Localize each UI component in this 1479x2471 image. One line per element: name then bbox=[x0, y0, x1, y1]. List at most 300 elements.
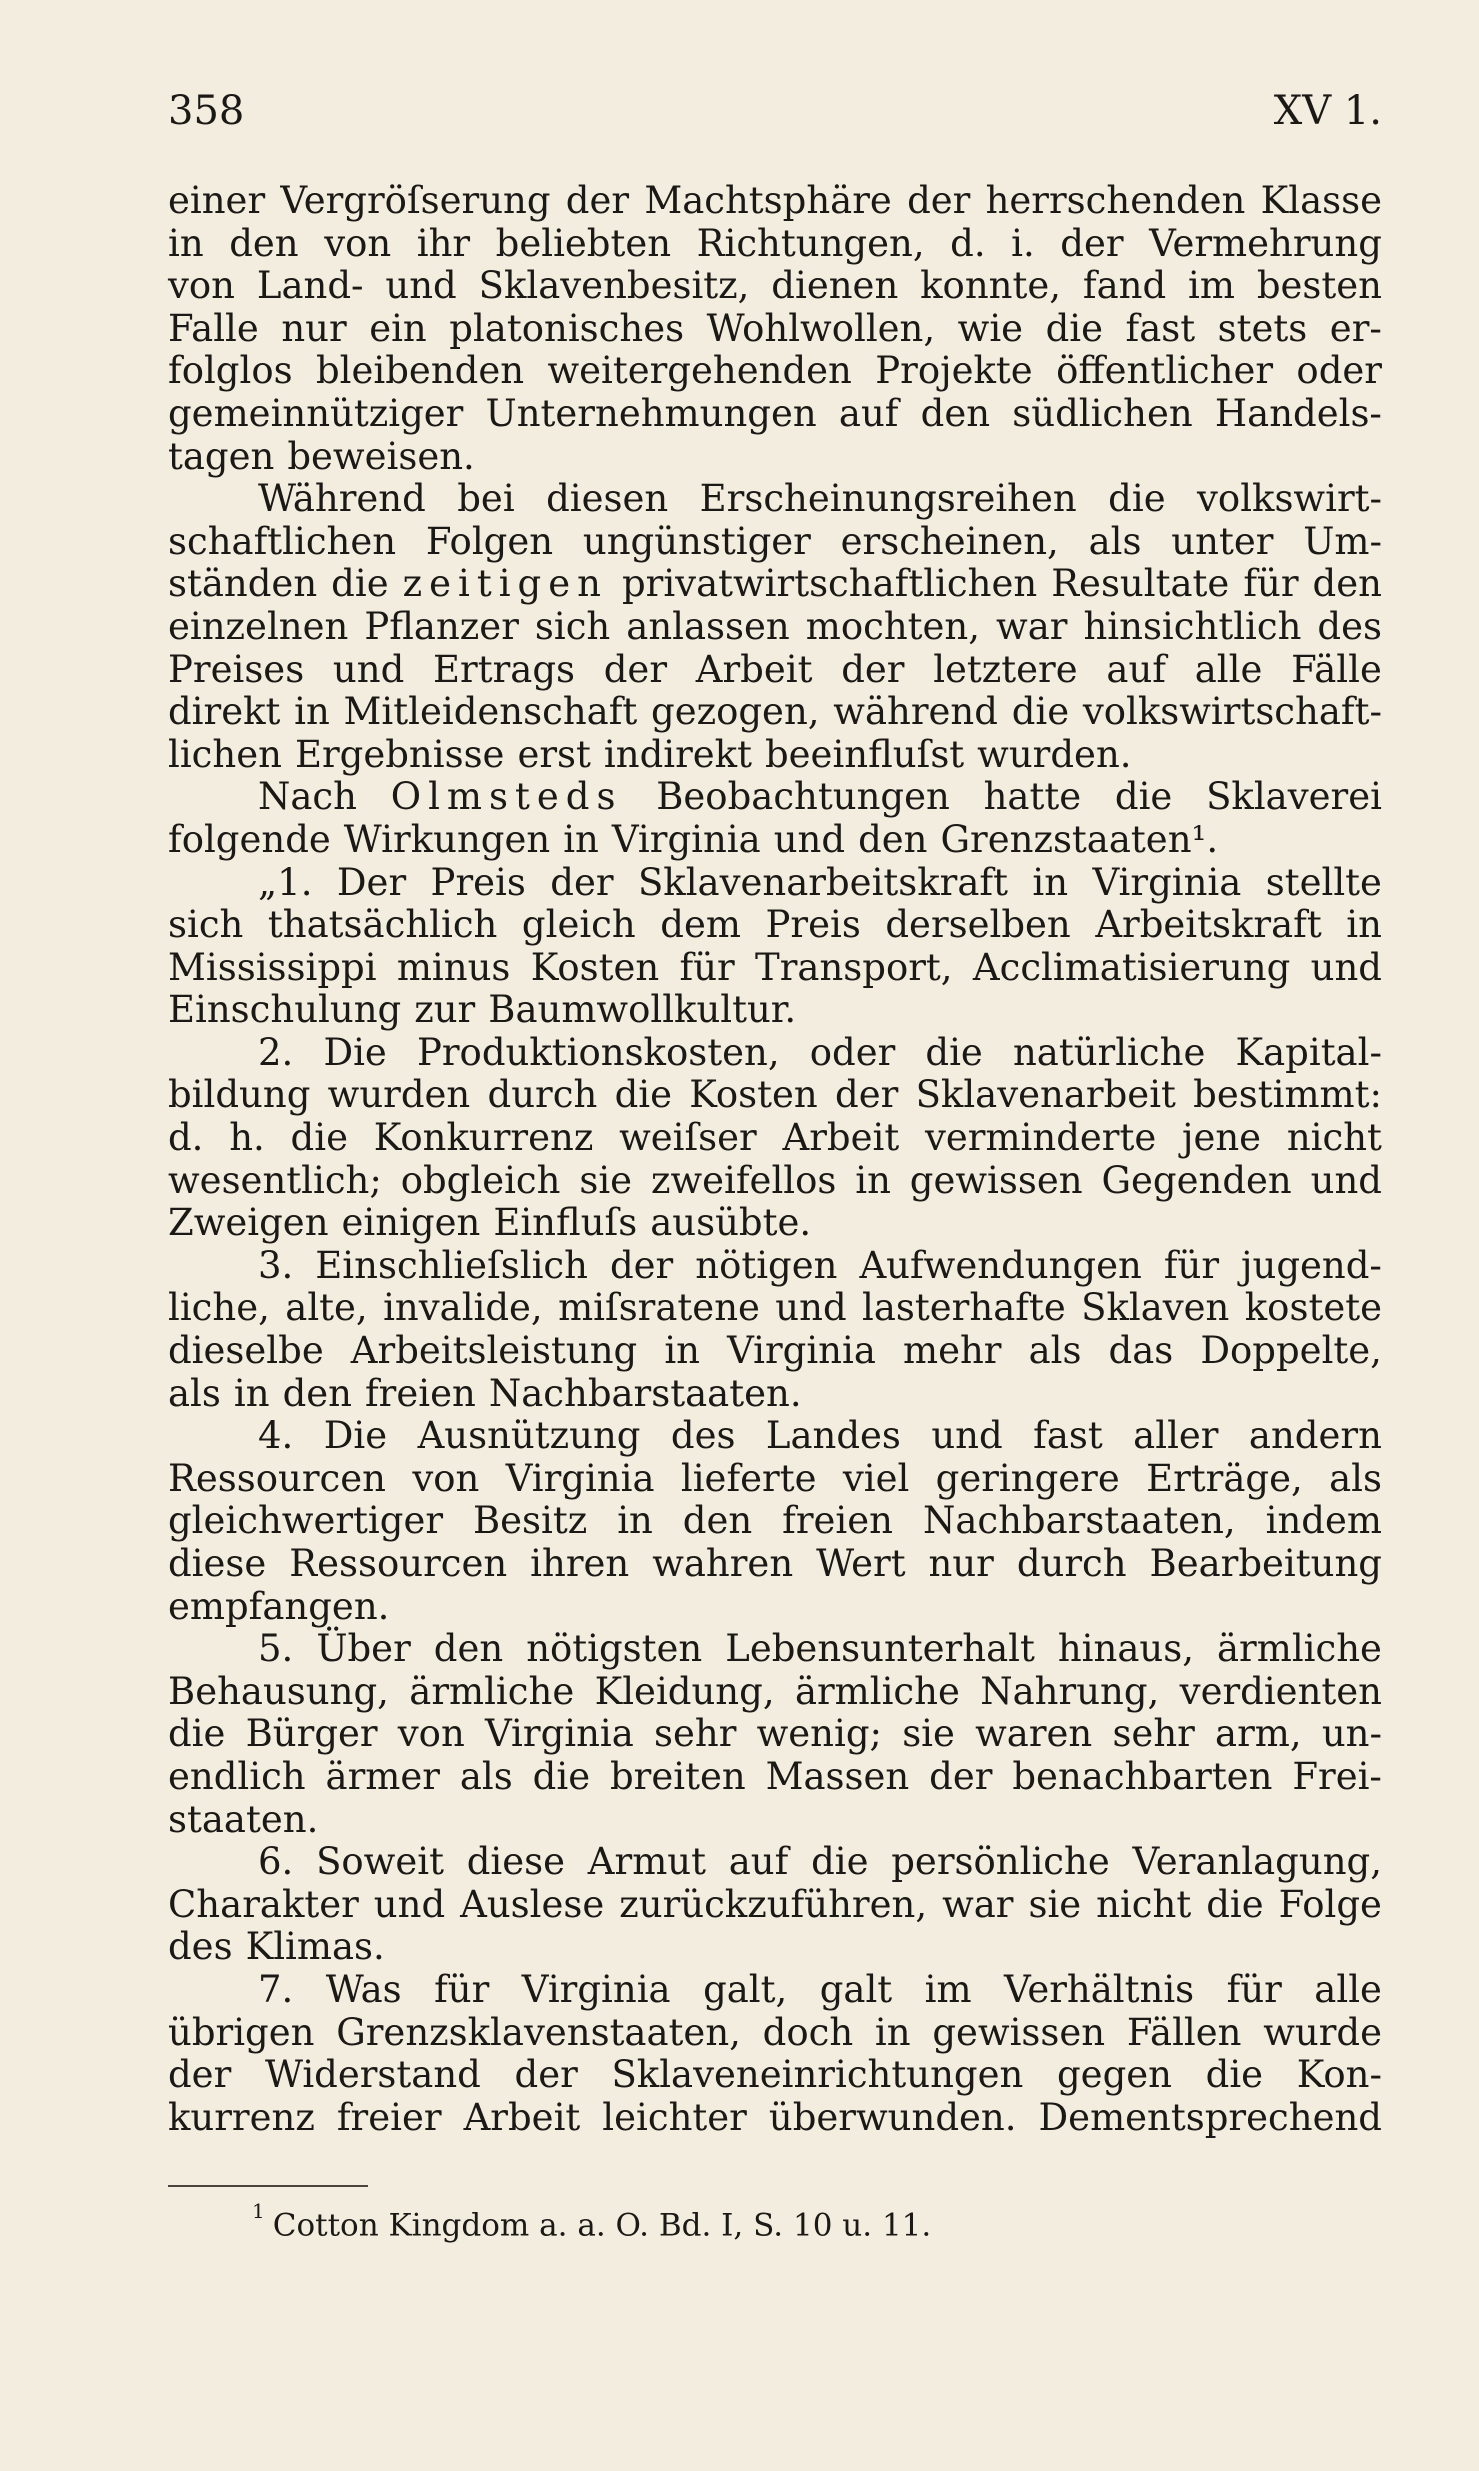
word: verdienten bbox=[1179, 1669, 1382, 1713]
word: gleich bbox=[521, 903, 636, 947]
word: auf bbox=[728, 1840, 789, 1884]
word: geringere bbox=[935, 1456, 1120, 1500]
word: diese bbox=[168, 1542, 267, 1585]
text-line bbox=[168, 180, 1382, 223]
word: Einschulung bbox=[168, 988, 402, 1032]
word: für bbox=[1243, 562, 1299, 606]
word: sie bbox=[579, 1158, 633, 1202]
word: aller bbox=[1133, 1414, 1219, 1458]
word: Verhältnis bbox=[1004, 1967, 1195, 2011]
word: auf bbox=[838, 391, 899, 435]
text-line bbox=[168, 989, 1382, 1032]
word: Preis bbox=[765, 903, 861, 947]
word: fast bbox=[1125, 306, 1196, 350]
text-line bbox=[168, 1628, 1382, 1671]
word: Um- bbox=[1303, 519, 1382, 563]
word: ihr bbox=[416, 221, 471, 265]
text-line bbox=[168, 1884, 1382, 1927]
word: fast bbox=[1033, 1414, 1103, 1458]
word: Arbeit bbox=[463, 2095, 581, 2139]
text-line bbox=[168, 265, 1382, 308]
word: Ressourcen bbox=[289, 1542, 508, 1585]
text-line bbox=[168, 1969, 1382, 2012]
word: er- bbox=[1329, 306, 1382, 350]
word: Virginia bbox=[505, 1456, 655, 1500]
word: die bbox=[1206, 1882, 1264, 1926]
word: Ertrags bbox=[433, 647, 575, 691]
text-line bbox=[168, 1500, 1382, 1543]
word: Frei- bbox=[1292, 1754, 1382, 1798]
word: Landes bbox=[765, 1414, 901, 1458]
word: Die bbox=[323, 1030, 387, 1074]
page-number: 358 bbox=[168, 88, 245, 134]
word: Massen bbox=[765, 1754, 910, 1798]
text-line bbox=[168, 691, 1382, 734]
word: d. bbox=[950, 221, 986, 265]
word: gewissen bbox=[932, 2010, 1106, 2054]
word: Wohlwollen, bbox=[706, 306, 936, 350]
text-line bbox=[168, 1287, 1382, 1330]
word: nicht bbox=[1096, 1882, 1192, 1926]
word: 5. bbox=[258, 1627, 294, 1671]
text-line bbox=[168, 1074, 1382, 1117]
word: Falle bbox=[168, 306, 259, 350]
word: Erträge, bbox=[1146, 1456, 1303, 1500]
word: Pflanzer bbox=[364, 604, 519, 648]
word: Klasse bbox=[1260, 179, 1382, 222]
word: einer bbox=[168, 179, 266, 222]
text-line bbox=[168, 1330, 1382, 1373]
word: in bbox=[294, 690, 330, 734]
word: Fälle bbox=[1291, 647, 1382, 691]
word: von bbox=[168, 264, 236, 308]
word: Arbeitskraft bbox=[1095, 903, 1322, 947]
word: durch bbox=[487, 1073, 598, 1117]
word: war bbox=[942, 1882, 1014, 1926]
word: den bbox=[229, 221, 299, 265]
text-line bbox=[168, 819, 1382, 862]
word: während bbox=[833, 690, 998, 734]
word: die bbox=[290, 1116, 348, 1160]
word: Mississippi bbox=[168, 945, 377, 989]
word: der bbox=[603, 647, 668, 691]
word: sehr bbox=[654, 1712, 737, 1756]
word: den bbox=[682, 1499, 753, 1543]
word: Die bbox=[323, 1414, 388, 1458]
word: der bbox=[565, 179, 630, 222]
word: die bbox=[1205, 2053, 1264, 2097]
running-header bbox=[168, 88, 1382, 148]
word: für bbox=[1226, 1967, 1282, 2011]
word: diesen bbox=[546, 477, 669, 521]
word: sich bbox=[168, 903, 244, 947]
word: der bbox=[168, 2053, 232, 2097]
word: freien bbox=[364, 1371, 476, 1415]
word: Der bbox=[336, 860, 407, 904]
word: stets bbox=[1217, 306, 1308, 350]
word: der bbox=[907, 179, 971, 222]
word: in bbox=[617, 1499, 653, 1543]
text-line bbox=[168, 606, 1382, 649]
word: Virginia bbox=[611, 817, 761, 861]
text-line bbox=[168, 393, 1382, 436]
word: des bbox=[168, 1925, 233, 1969]
word: Richtungen, bbox=[696, 221, 925, 265]
footnote-text: Cotton Kingdom a. a. O. Bd. I, S. 10 u. 11. bbox=[272, 2207, 932, 2244]
word: und bbox=[332, 647, 405, 691]
word: Aufwendungen bbox=[859, 1243, 1142, 1287]
word: Kosten bbox=[689, 1073, 818, 1117]
word: Folge bbox=[1278, 1882, 1382, 1926]
word: Bearbeitung bbox=[1149, 1542, 1382, 1585]
word: Resultate bbox=[1051, 562, 1230, 606]
word: wurde bbox=[1263, 2010, 1382, 2054]
word: lichen bbox=[168, 732, 282, 776]
word: i. bbox=[1011, 221, 1035, 265]
word: den bbox=[433, 1627, 504, 1671]
word: 2. bbox=[258, 1030, 294, 1074]
word: benachbarten bbox=[1012, 1754, 1273, 1798]
word: gleichwertiger bbox=[168, 1499, 444, 1543]
word: endlich bbox=[168, 1754, 306, 1798]
text-line bbox=[168, 1202, 1382, 1245]
word: lasterhafte bbox=[862, 1286, 1066, 1330]
text-line bbox=[168, 563, 1382, 606]
word: südlichen bbox=[1012, 391, 1193, 435]
word: die bbox=[1108, 477, 1166, 521]
word: in bbox=[563, 817, 599, 861]
word: Vermehrung bbox=[1149, 221, 1382, 265]
word: jene bbox=[1181, 1116, 1262, 1160]
word: Sklaverei bbox=[1206, 775, 1382, 819]
word: dieselbe bbox=[168, 1329, 324, 1373]
word: nur bbox=[281, 306, 347, 350]
word: obgleich bbox=[400, 1158, 561, 1202]
word: Ergebnisse bbox=[294, 732, 505, 776]
word: alte, bbox=[285, 1286, 368, 1330]
word: d. bbox=[168, 1116, 204, 1160]
word: Soweit bbox=[316, 1840, 444, 1884]
text-line bbox=[168, 521, 1382, 564]
word: bleibenden bbox=[315, 349, 525, 393]
word: Auslese bbox=[460, 1882, 605, 1926]
word: den bbox=[1312, 562, 1382, 606]
word: mochten, bbox=[805, 604, 981, 648]
text-line bbox=[168, 1841, 1382, 1884]
text-line bbox=[168, 350, 1382, 393]
word: kurrenz bbox=[168, 2095, 315, 2139]
word: der bbox=[609, 1243, 674, 1287]
word: beweisen. bbox=[287, 434, 475, 478]
word: „1. bbox=[258, 860, 313, 904]
word: un- bbox=[1321, 1712, 1382, 1756]
text-line bbox=[168, 1671, 1382, 1714]
word: Nachbarstaaten, bbox=[922, 1499, 1236, 1543]
word: bestimmt: bbox=[1193, 1073, 1382, 1117]
word: in bbox=[664, 1329, 700, 1373]
word: Fällen bbox=[1126, 2010, 1242, 2054]
text-line bbox=[168, 776, 1382, 819]
word: in bbox=[1032, 860, 1069, 904]
word: zur bbox=[414, 988, 476, 1032]
word: war bbox=[996, 604, 1068, 648]
word: letztere bbox=[933, 647, 1078, 691]
word: Unternehmungen bbox=[485, 391, 817, 435]
word: Sklaven bbox=[1081, 1286, 1230, 1330]
word: Dementsprechend bbox=[1038, 2095, 1382, 2139]
word: alle bbox=[1314, 1967, 1382, 2011]
word: 7. bbox=[258, 1967, 294, 2011]
text-line bbox=[168, 734, 1382, 777]
word: miſsratene bbox=[558, 1286, 760, 1330]
word: volkswirtschaft- bbox=[1082, 690, 1382, 734]
word: Mitleidenschaft bbox=[343, 690, 638, 734]
word: Kapital- bbox=[1235, 1030, 1382, 1074]
word: folgende bbox=[168, 817, 331, 861]
word: Über bbox=[316, 1627, 411, 1671]
word: in bbox=[874, 2010, 911, 2054]
text-line bbox=[168, 1415, 1382, 1458]
word: volkswirt- bbox=[1197, 477, 1382, 521]
text-line bbox=[168, 1926, 1382, 1969]
word: galt, bbox=[703, 1967, 788, 2011]
word: die bbox=[331, 562, 389, 606]
word: Land- bbox=[256, 264, 364, 308]
word: invalide, bbox=[383, 1286, 543, 1330]
word: Einfluſs bbox=[493, 1201, 638, 1245]
word: ausübte. bbox=[650, 1201, 812, 1245]
word: wahren bbox=[652, 1542, 794, 1585]
word: Was bbox=[325, 1967, 402, 2011]
text-line bbox=[168, 223, 1382, 266]
word: die bbox=[532, 1754, 591, 1798]
word: wenig; bbox=[756, 1712, 882, 1756]
word: persönliche bbox=[891, 1840, 1110, 1884]
word: hinsichtlich bbox=[1083, 604, 1302, 648]
word: sehr bbox=[1112, 1712, 1195, 1756]
word: Virginia bbox=[727, 1329, 876, 1373]
word: Handels- bbox=[1214, 391, 1382, 435]
word: sie bbox=[1028, 1882, 1082, 1926]
word: die bbox=[168, 1712, 226, 1756]
word: ihren bbox=[530, 1542, 630, 1585]
word: Armut bbox=[587, 1840, 706, 1884]
word: freier bbox=[336, 2095, 442, 2139]
word: in bbox=[233, 1371, 270, 1415]
word: diese bbox=[466, 1840, 566, 1884]
text-line bbox=[168, 2097, 1382, 2140]
word: der bbox=[1060, 221, 1124, 265]
word: für bbox=[679, 945, 735, 989]
word: Virginia bbox=[1092, 860, 1242, 904]
word: Sklavenarbeitskraft bbox=[637, 860, 1008, 904]
word: hatte bbox=[983, 775, 1082, 819]
word: Arbeit bbox=[782, 1116, 900, 1160]
text-line bbox=[168, 947, 1382, 990]
word: bei bbox=[457, 477, 515, 521]
word: Zweigen bbox=[168, 1201, 329, 1245]
word: nicht bbox=[1286, 1116, 1382, 1160]
word: für bbox=[1163, 1243, 1220, 1287]
word: Produktionskosten, bbox=[416, 1030, 780, 1074]
word: den bbox=[282, 1371, 352, 1415]
word: ärmliche bbox=[409, 1669, 575, 1713]
section-mark: XV 1. bbox=[1273, 88, 1382, 134]
word: einzelnen bbox=[168, 604, 349, 648]
text-line bbox=[168, 1032, 1382, 1075]
footnote-rule bbox=[168, 2185, 368, 2187]
word: Doppelte, bbox=[1200, 1329, 1382, 1373]
word: kostete bbox=[1244, 1286, 1382, 1330]
word: Grenzstaaten¹. bbox=[940, 817, 1219, 861]
word: minus bbox=[396, 945, 511, 989]
word: in bbox=[855, 1158, 891, 1202]
text-line bbox=[168, 2054, 1382, 2097]
word: natürliche bbox=[1012, 1030, 1206, 1074]
text-line bbox=[168, 862, 1382, 905]
word: indirekt bbox=[603, 732, 752, 776]
word: Einschlieſslich bbox=[315, 1243, 588, 1287]
word: gegen bbox=[1056, 2053, 1172, 2097]
text-line bbox=[168, 1373, 1382, 1416]
word: platonisches bbox=[449, 306, 685, 350]
word: Transport, bbox=[755, 945, 953, 989]
word: auf bbox=[1106, 647, 1166, 691]
word: tagen bbox=[168, 434, 275, 478]
word: Acclimatisierung bbox=[972, 945, 1291, 989]
word: in bbox=[168, 221, 204, 265]
word: Folgen bbox=[425, 519, 554, 563]
word: den bbox=[920, 391, 991, 435]
footnote-marker: 1 bbox=[252, 2199, 265, 2223]
word: indem bbox=[1265, 1499, 1382, 1543]
word: der bbox=[835, 1073, 899, 1117]
text-line bbox=[168, 904, 1382, 947]
word: ein bbox=[369, 306, 427, 350]
word: in bbox=[1346, 903, 1382, 947]
word: überwunden. bbox=[768, 2095, 1017, 2139]
word: Sklaveneinrichtungen bbox=[611, 2053, 1024, 2097]
text-line bbox=[168, 1160, 1382, 1203]
text-line bbox=[168, 1713, 1382, 1756]
text-line bbox=[168, 436, 1382, 479]
word: doch bbox=[762, 2010, 854, 2054]
word: fand bbox=[1082, 264, 1167, 308]
word: übrigen bbox=[168, 2010, 315, 2054]
word: jugend- bbox=[1241, 1243, 1382, 1287]
word: Nahrung, bbox=[980, 1669, 1160, 1713]
word: Sklavenbesitz, bbox=[478, 264, 750, 308]
word: des bbox=[1317, 604, 1382, 648]
word: Sklavenarbeit bbox=[915, 1073, 1176, 1117]
word: sie bbox=[902, 1712, 955, 1756]
word: durch bbox=[1016, 1542, 1127, 1585]
word: oder bbox=[1296, 349, 1382, 393]
word: Arbeitsleistung bbox=[350, 1329, 638, 1373]
word: gezogen, bbox=[651, 690, 820, 734]
word: thatsächlich bbox=[267, 903, 498, 947]
word: erst bbox=[517, 732, 591, 776]
word: direkt bbox=[168, 690, 281, 734]
word: viel bbox=[842, 1456, 910, 1500]
word: Veranlagung, bbox=[1132, 1840, 1382, 1884]
word: Besitz bbox=[472, 1499, 588, 1543]
word: 4. bbox=[258, 1414, 294, 1458]
word: hinaus, bbox=[1057, 1627, 1194, 1671]
word: für bbox=[434, 1967, 490, 2011]
word: als bbox=[459, 1754, 513, 1798]
word: Kosten bbox=[530, 945, 660, 989]
word: Ausnützung bbox=[417, 1414, 641, 1458]
word: nötigsten bbox=[526, 1627, 703, 1671]
word: den bbox=[858, 817, 928, 861]
word: breiten bbox=[610, 1754, 746, 1798]
word: des bbox=[670, 1414, 736, 1458]
word: galt bbox=[819, 1967, 893, 2011]
word: dem bbox=[660, 903, 741, 947]
word: lieferte bbox=[680, 1456, 817, 1500]
word: Projekte bbox=[875, 349, 1033, 393]
word: bildung bbox=[168, 1073, 311, 1117]
word: nur bbox=[928, 1542, 994, 1585]
word: Virginia bbox=[484, 1712, 634, 1756]
text-line bbox=[168, 308, 1382, 351]
word: Kon- bbox=[1296, 2053, 1382, 2097]
word: zurückzuführen, bbox=[619, 1882, 928, 1926]
word: arm, bbox=[1215, 1712, 1302, 1756]
text-line bbox=[168, 1117, 1382, 1160]
word: zeitigen bbox=[402, 562, 608, 606]
word: 3. bbox=[258, 1243, 294, 1287]
word: und bbox=[385, 264, 457, 308]
word: die bbox=[1114, 775, 1173, 819]
word: gemeinnütziger bbox=[168, 391, 464, 435]
word: Nach bbox=[258, 775, 357, 819]
word: als bbox=[1028, 1329, 1082, 1373]
word: im bbox=[1188, 264, 1235, 308]
footnote bbox=[252, 2199, 932, 2244]
text-line bbox=[168, 1756, 1382, 1799]
word: der bbox=[841, 647, 905, 691]
word: erscheinen, bbox=[840, 519, 1059, 563]
word: herrschenden bbox=[985, 179, 1246, 222]
word: folglos bbox=[168, 349, 293, 393]
word: und bbox=[1310, 945, 1382, 989]
word: Kleidung, bbox=[594, 1669, 775, 1713]
text-line bbox=[168, 1245, 1382, 1288]
text-line bbox=[168, 1799, 1382, 1842]
word: privatwirtschaftlichen bbox=[621, 562, 1038, 606]
word: Arbeit bbox=[695, 647, 813, 691]
word: von bbox=[412, 1456, 480, 1500]
word: Preis bbox=[430, 860, 526, 904]
word: die bbox=[1011, 690, 1070, 734]
word: im bbox=[924, 1967, 972, 2011]
word: Behausung, bbox=[168, 1669, 389, 1713]
word: als bbox=[1329, 1456, 1382, 1500]
word: beeinfluſst bbox=[764, 732, 965, 776]
body-text bbox=[168, 180, 1382, 2139]
word: Wirkungen bbox=[343, 817, 551, 861]
word: oder bbox=[809, 1030, 896, 1074]
word: Klimas. bbox=[245, 1925, 385, 1969]
word: 6. bbox=[258, 1840, 294, 1884]
word: staaten. bbox=[168, 1797, 319, 1841]
word: die bbox=[1045, 306, 1104, 350]
word: Wert bbox=[816, 1542, 906, 1585]
word: der bbox=[550, 860, 614, 904]
word: und bbox=[931, 1414, 1003, 1458]
